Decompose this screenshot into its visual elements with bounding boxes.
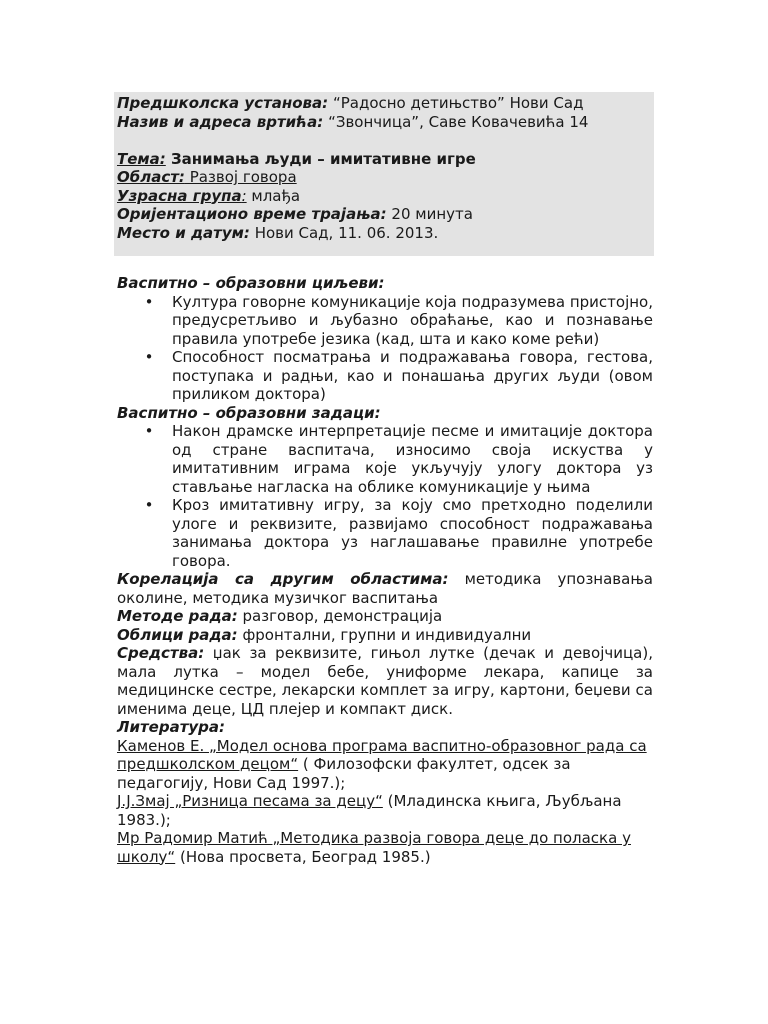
correlation-paragraph — [117, 570, 653, 607]
kindergarten-value: “Звончица”, Саве Ковачевића 14 — [323, 112, 589, 131]
goals-item: • Култура говорне комуникације која подразумева пристојно, предусретљиво и љубазно обраћање, као и познавање правила употребе језика (кад, шта и како коме рећи) — [144, 292, 653, 348]
age-group-value: млађа — [246, 186, 301, 205]
kindergarten-row — [117, 113, 650, 132]
header-box — [114, 92, 654, 256]
place-date-row — [117, 224, 650, 243]
correlation-label: Корелација са другим областима: — [117, 570, 449, 588]
literature-title: Литература: — [117, 718, 226, 736]
literature-link[interactable]: Ј.Ј.Змај „Ризница песама за децу“ — [117, 792, 383, 810]
topic-label: Тема: — [117, 149, 166, 168]
bullet-icon: • — [144, 292, 154, 311]
bullet-icon: • — [144, 496, 154, 514]
means-paragraph — [117, 644, 653, 718]
bullet-icon: • — [144, 348, 154, 366]
area-row — [117, 168, 650, 187]
tasks-title: Васпитно – образовни задаци: — [117, 403, 381, 422]
methods-value: разговор, демонстрација — [237, 607, 443, 625]
bullet-icon: • — [144, 422, 154, 440]
literature-entry: Ј.Ј.Змај „Ризница песама за децу“ (Младинска књига, Љубљана 1983.); — [117, 792, 622, 829]
literature-entry: Мр Радомир Матић „Методика развоја говора деце до поласка у школу“ (Нова просвета, Београд 1985.) — [117, 829, 631, 866]
tasks-item: • Након драмске интерпретације песме и имитације доктора од стране васпитача, износимо своја искуства у имитативним играма које укључују улогу доктора уз стављање нагласка на облике комуникације у њима — [144, 422, 653, 496]
place-date-value: Нови Сад, 11. 06. 2013. — [249, 223, 439, 242]
age-group-row — [117, 187, 650, 206]
methods-label: Методе рада: — [117, 607, 238, 625]
duration-value: 20 минута — [386, 205, 473, 223]
age-group-label: Узрасна група — [117, 186, 242, 205]
place-date-label: Место и датум: — [117, 223, 250, 242]
spacer — [117, 131, 650, 150]
institution-label: Предшколска установа: — [117, 94, 329, 112]
institution-row — [117, 94, 650, 113]
forms-value: фронтални, групни и индивидуални — [237, 625, 532, 644]
forms-paragraph — [117, 626, 653, 645]
means-value: џак за реквизите, гињол лутке (дечак и девојчица), мала лутка – модел бебе, униформе лекара, капице за медицинске сестре, лекарски комплет за игру, картони, беџеви са именима деце, ЦД плејер и компакт диск. — [117, 644, 653, 718]
topic-value: Занимања људи – имитативне игре — [165, 149, 476, 168]
area-label: Област: — [117, 168, 185, 186]
means-label: Средства: — [117, 644, 205, 662]
goals-title: Васпитно – образовни циљеви: — [117, 274, 385, 292]
main-content — [117, 274, 653, 866]
duration-label: Оријентационо време трајања: — [117, 205, 387, 223]
tasks-list — [117, 422, 653, 570]
topic-row — [117, 150, 650, 169]
literature-link[interactable]: Мр Радомир Матић „Методика развоја говора деце до поласка у школу“ — [117, 829, 631, 866]
goals-list — [117, 293, 653, 404]
literature-entry: Каменов Е. „Модел основа програма васпитно-образовног рада са предшколском децом“ ( Филозофски факултет, одсек за педагогију, Нови Сад 1997.); — [117, 736, 647, 792]
area-value: Развој говора — [184, 168, 297, 186]
methods-paragraph — [117, 607, 653, 626]
tasks-item: • Кроз имитативну игру, за коју смо претходно поделили улоге и реквизите, развијамо способност подражавања занимања доктора уз наглашавање правилне употребе говора. — [144, 496, 653, 570]
duration-row — [117, 205, 650, 224]
age-group-colon: : — [241, 186, 247, 205]
literature-link[interactable]: Каменов Е. „Модел основа програма васпитно-образовног рада са предшколском децом“ — [117, 736, 647, 773]
correlation-value: методика упознавања околине, методика музичког васпитања — [117, 570, 653, 607]
goals-item: • Способност посматрања и подражавања говора, гестова, поступака и радњи, као и понашања других људи (овом приликом доктора) — [144, 348, 653, 403]
institution-value: “Радосно детињство” Нови Сад — [328, 94, 584, 112]
kindergarten-label: Назив и адреса вртића: — [117, 112, 324, 131]
forms-label: Облици рада: — [117, 625, 238, 644]
